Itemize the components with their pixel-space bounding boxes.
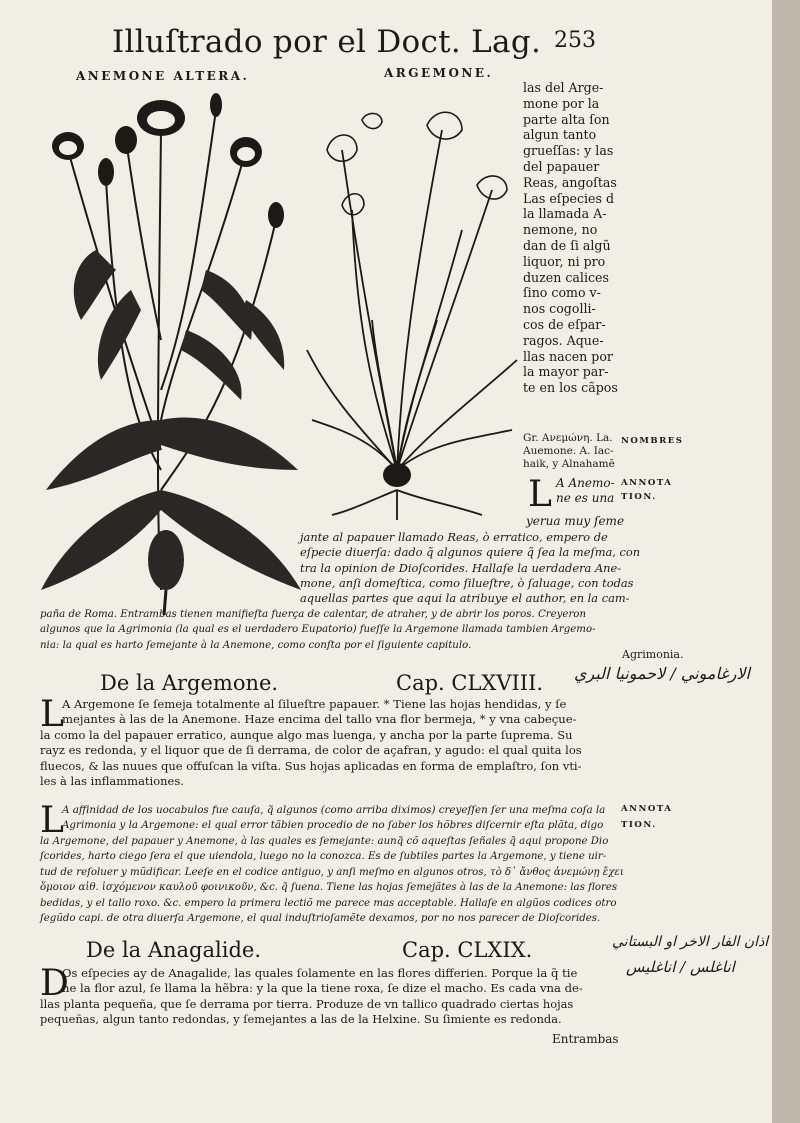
running-header: Illuſtrado por el Doct. Lag. <box>112 24 542 60</box>
nombres-text <box>523 432 633 471</box>
text-line: bedidas, y el tallo roxo. &c. empero la primera lectiõ me parece mas acceptable. Hallaſe en algũos codices otro <box>40 897 617 909</box>
text-line: tud de reſoluer y mũdificar. Leeſe en el codice antiguo, y anſi meſmo en algunos otros, τὸ δ᾽ ἄνθος ἀνεμώνῃ ἔχει <box>40 866 624 878</box>
chapter-168-body-cont <box>40 728 582 790</box>
text-line: liquor, ni pro <box>523 253 606 269</box>
annotation-1-lead <box>556 476 615 507</box>
annotation-1-line: yerua muy ſeme <box>526 514 625 528</box>
text-line: ne la flor azul, ſe llama la hẽbra: y la que la tiene roxa, ſe dize el macho. Es cada vna de- <box>62 981 583 996</box>
text-line: Gr. Ανεμώνη. La. <box>523 432 613 444</box>
text-line: las del Arge- <box>523 80 604 95</box>
text-line: aquellas partes que aqui la atribuye el author, en la cam- <box>300 591 630 606</box>
text-line: les à las inflammationes. <box>40 774 184 789</box>
text-line: mone, anſi domeſtica, como ſilueſtre, ò ſaluage, con todas <box>300 575 634 590</box>
chapter-169-body <box>62 966 583 997</box>
text-line: ſcorides, harto ciego ſera el que uiendola, luego no la conozca. Es de ſubtiles partes la Argemone, y tiene uir- <box>40 851 607 863</box>
text-line: llas nacen por <box>523 348 613 364</box>
arabic-marginalia: الارغاموني / لاحمونيا البري <box>574 664 750 683</box>
text-line: ſegũdo capi. de otra diuerſa Argemone, el qual induſtrioſamẽte dexamos, por no nos parecer de Dioſcorides. <box>40 913 601 925</box>
text-line: nos cogolli- <box>523 301 596 317</box>
drop-cap: L <box>528 474 552 515</box>
text-line: del papauer <box>523 158 600 174</box>
text-line: haik, y Alnahamẽ <box>523 458 615 470</box>
drop-cap: D <box>40 963 69 1004</box>
text-line: jante al papauer llamado Reas, ò erratico, empero de <box>300 530 608 544</box>
text-line: nia: la qual es harto ſemejante à la Anemone, como conſta por el ſiguiente capitulo. <box>40 639 472 651</box>
text-line: parte alta ſon <box>523 111 610 127</box>
text-line: Reas, angoſtas <box>523 174 617 190</box>
text-line: ragos. Aque- <box>523 332 604 348</box>
text-line: la llamada A- <box>523 206 607 222</box>
text-line: ne es una <box>556 491 615 506</box>
chapter-168-number: Cap. CLXVIII. <box>396 671 544 695</box>
text-line: eſpecie diuerſa: dado q̃ algunos quiere q̃ ſea la meſma, con <box>300 545 641 560</box>
side-note-annotation-2: TION. <box>621 820 657 830</box>
side-note-annotation-1: TION. <box>621 492 657 502</box>
text-line: A Anemo- <box>556 476 615 490</box>
text-line: te en los cãpos <box>523 380 618 396</box>
text-line: fluecos, & las nuues que offuſcan la viſta. Sus hojas aplicadas en forma de emplaſtro, ſon vti- <box>40 758 582 773</box>
chapter-169-title: De la Anagalide. <box>86 938 262 962</box>
argemone-plant-woodcut-icon <box>302 90 524 520</box>
text-line: la mayor par- <box>523 364 609 380</box>
text-line: Agrimonia y la Argemone: el qual error tãbien procedio de no ſaber los hõbres diſcernir eſta plãta, digo <box>62 819 604 832</box>
text-line: Las eſpecies d <box>523 190 615 206</box>
chapter-169-body-cont <box>40 997 573 1028</box>
chapter-168-body <box>62 697 576 728</box>
drop-cap: L <box>40 694 64 735</box>
text-line: la Argemone, del papauer y Anemone, à las quales es ſemejante: aunq̃ cõ aqueſtas ſeñales q̃ aqui propone Dio <box>40 836 609 847</box>
text-line: grueſſas: y las <box>523 143 614 159</box>
annotation-1-body-wide <box>40 607 596 653</box>
text-line: cos de eſpar- <box>523 316 606 332</box>
arabic-marginalia: اذان الفار الاخر او البستاني <box>612 934 769 950</box>
text-line: rayz es redonda, y el liquor que de ſi derrama, de color de açafran, y agudo: el qual quita los <box>40 743 582 758</box>
figure-label-argemone: ARGEMONE. <box>384 66 494 80</box>
text-line: llas planta pequeña, que ſe derrama por tierra. Produze de vn tallico quadrado ciertas hojas <box>40 997 574 1011</box>
annotation-2-body <box>40 834 624 926</box>
page-number: 253 <box>554 28 596 53</box>
text-line: Os eſpecies ay de Anagalide, las quales ſolamente en las flores differien. Porque la q̃ tie <box>62 966 578 980</box>
text-line: duzen calices <box>523 269 609 285</box>
side-note-annotation-1: ANNOTA <box>621 478 673 488</box>
text-line: mejantes à las de la Anemone. Haze encima del tallo vna flor bermeja, * y vna cabeçue- <box>62 712 577 727</box>
text-line: mone por la <box>523 95 600 111</box>
right-column-text <box>523 80 633 396</box>
text-line: A Argemone ſe ſemeja totalmente al ſilueſtre papauer. * Tiene las hojas hendidas, y ſe <box>62 697 567 711</box>
figure-label-anemone: ANEMONE ALTERA. <box>76 69 250 83</box>
annotation-2-lead <box>62 803 605 834</box>
text-line: paña de Roma. Entrambas tienen manifieſta fuerça de calentar, de atraher, y de abrir los poros. Creyeron <box>40 609 587 620</box>
text-line: A affinidad de los uocabulos fue cauſa, q̃ algunos (como arriba diximos) creyeſſen ſer una meſma coſa la <box>62 804 606 816</box>
text-line: algunos que la Agrimonia (la qual es el uerdadero Eupatorio) fueſſe la Argemone llamada tambien Argemo- <box>40 624 596 636</box>
text-line: ὅμοιον αἱθ. ἰσχόμενον καυλοῦ φοινικοῦν, &c. q̃ ſuena. Tiene las hojas ſemejãtes à las de la Anemone: las flores <box>40 882 618 894</box>
side-note-agrimonia: Agrimonia. <box>622 648 684 661</box>
catchword: Entrambas <box>552 1032 619 1046</box>
side-note-annotation-2: ANNOTA <box>621 804 673 814</box>
anemone-plant-woodcut-icon <box>36 90 306 615</box>
drop-cap: L <box>40 800 64 841</box>
chapter-169-number: Cap. CLXIX. <box>402 938 533 962</box>
text-line: tra la opinion de Dioſcorides. Hallaſe la uerdadera Ane- <box>300 560 622 575</box>
text-line: pequeñas, algun tanto redondas, y ſemejantes a las de la Helxine. Su ſimiente es redonda. <box>40 1012 562 1027</box>
annotation-1-body <box>300 530 640 606</box>
arabic-marginalia: اناغلس / اناغليس <box>626 958 735 976</box>
text-line: ſino como v- <box>523 285 601 301</box>
text-line: Auemone. A. Iac- <box>523 445 614 457</box>
side-note-nombres: NOMBRES <box>621 436 684 446</box>
text-line: algun tanto <box>523 127 597 143</box>
text-line: la como la del papauer erratico, aunque algo mas luenga, y ancha por la parte ſuprema. Su <box>40 728 573 742</box>
page-gutter-shadow <box>772 0 800 1123</box>
chapter-168-title: De la Argemone. <box>100 671 279 695</box>
text-line: nemone, no <box>523 222 598 238</box>
text-line: dan de ſi algũ <box>523 237 611 253</box>
